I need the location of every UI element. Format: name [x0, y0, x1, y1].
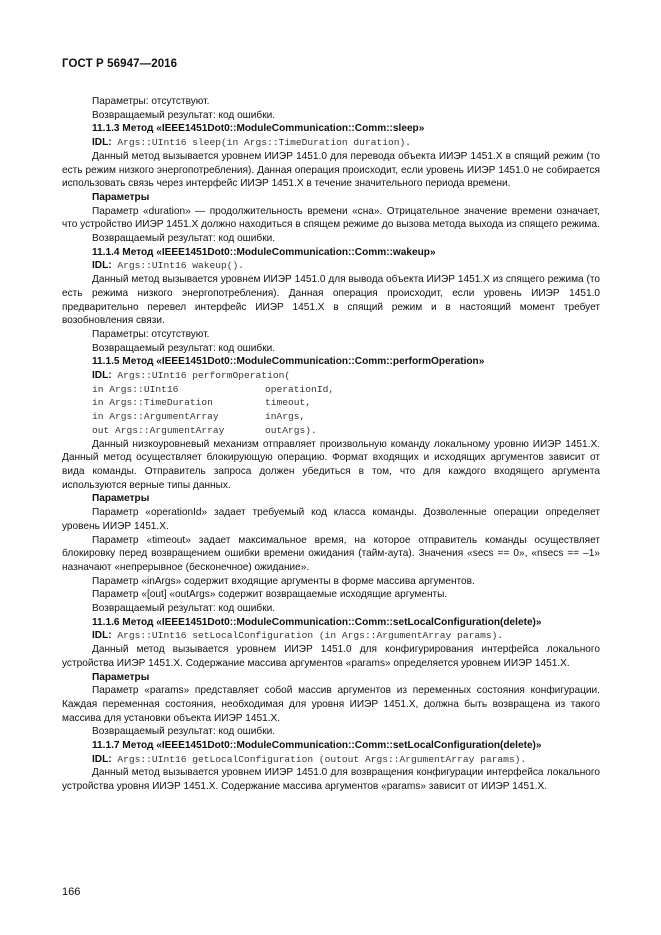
- paragraph: Возвращаемый результат: код ошибки.: [92, 603, 276, 615]
- idl-signature: [62, 753, 600, 767]
- subheading: Параметры: [92, 191, 150, 203]
- paragraph: Возвращаемый результат: код ошибки.: [92, 109, 276, 121]
- idl-code: Args::UInt16 getLocalConfiguration (outout Args::ArgumentArray params).: [111, 753, 527, 765]
- section-heading: 11.1.5 Метод «IEEE1451Dot0::ModuleCommunication::Comm::performOperation»: [92, 356, 485, 368]
- paragraph: Данный низкоуровневый механизм отправляет произвольную команду локальному уровню ИИЭР 1451.X. Данный метод осуществляет блокирующую операцию. Формат входящих и исходящих аргументов зависит от вида команды. Отправитель запроса должен убедиться в том, что для каждого входящего аргумента используются верные типы данных.: [62, 438, 600, 491]
- idl-label: IDL:: [92, 753, 112, 765]
- page-number: 166: [62, 886, 81, 898]
- idl-argument-row: [92, 410, 600, 424]
- idl-label: IDL:: [92, 370, 112, 382]
- subheading: Параметры: [92, 493, 150, 505]
- paragraph: Параметры: отсутствуют.: [92, 96, 210, 107]
- paragraph: Данный метод вызывается уровнем ИИЭР 1451.0 для возвращения конфигурации интерфейса локального устройства уровня ИИЭР 1451.X. Содержание массива аргументов «params» зависит от ИИЭР 1451.X.: [62, 767, 600, 793]
- section-heading: 11.1.7 Метод «IEEE1451Dot0::ModuleCommunication::Comm::setLocalConfiguration(delete)»: [92, 740, 542, 752]
- argument-type: in Args::ArgumentArray: [92, 411, 219, 423]
- paragraph: Данный метод вызывается уровнем ИИЭР 1451.0 для вывода объекта ИИЭР 1451.X из спящего режима (то есть режима низкого энергопотребления). Данная операция происходит, если уровень ИИЭР 1451.0 предварительно перевел интерфейс ИИЭР 1451.X в спящий режим и в настоящий момент требует возобновления связи.: [62, 274, 600, 327]
- paragraph: Возвращаемый результат: код ошибки.: [92, 342, 276, 354]
- idl-signature: [62, 259, 600, 273]
- argument-type: in Args::UInt16: [92, 383, 179, 395]
- paragraph: Возвращаемый результат: код ошибки.: [92, 726, 276, 738]
- paragraph: Данный метод вызывается уровнем ИИЭР 1451.0 для перевода объекта ИИЭР 1451.X в спящий режим (то есть режим низкого энергопотребления). Данная операция происходит, если уровень ИИЭР 1451.0 не собирается использовать связь через интерфейс ИИЭР 1451.X в течение значительного периода времени.: [62, 150, 600, 190]
- argument-type: in Args::TimeDuration: [92, 397, 213, 409]
- idl-arguments: [62, 383, 600, 438]
- section-heading: 11.1.4 Метод «IEEE1451Dot0::ModuleCommunication::Comm::wakeup»: [92, 246, 436, 258]
- section-heading: 11.1.6 Метод «IEEE1451Dot0::ModuleCommunication::Comm::setLocalConfiguration(delete)»: [92, 616, 542, 628]
- paragraph: Параметр «operationId» задает требуемый код класса команды. Дозволенные операции определяет уровень ИИЭР 1451.X.: [62, 507, 600, 532]
- idl-label: IDL:: [92, 137, 112, 149]
- idl-code: Args::UInt16 setLocalConfiguration (in Args::ArgumentArray params).: [111, 630, 504, 642]
- idl-signature: [62, 369, 600, 383]
- idl-argument-row: [92, 396, 600, 410]
- idl-argument-row: [92, 383, 600, 397]
- idl-code: Args::UInt16 sleep(in Args::TimeDuration duration).: [111, 137, 411, 149]
- idl-code: Args::UInt16 wakeup().: [111, 260, 245, 272]
- section-heading: 11.1.3 Метод «IEEE1451Dot0::ModuleCommunication::Comm::sleep»: [92, 123, 425, 135]
- idl-label: IDL:: [92, 630, 112, 642]
- argument-name: inArgs,: [265, 411, 306, 423]
- paragraph: Параметр «[out] «outArgs» содержит возвращаемые исходящие аргументы.: [92, 589, 448, 601]
- argument-name: outArgs).: [265, 424, 317, 436]
- argument-type: out Args::ArgumentArray: [92, 424, 225, 436]
- paragraph: Параметр «duration» — продолжительность времени «сна». Отрицательное значение времени означает, что устройство ИИЭР 1451.X должно находиться в спящем режиме до вызова метода выхода из спящего режима.: [62, 205, 600, 231]
- paragraph: Параметр «params» представляет собой массив аргументов из переменных состояния конфигурации. Каждая переменная состояния, необходимая для уровня ИИЭР 1451.X, должна быть возвращена из такого массива для установки объекта ИИЭР 1451.X.: [62, 685, 600, 724]
- idl-signature: [62, 629, 600, 643]
- paragraph: Данный метод вызывается уровнем ИИЭР 1451.0 для конфигурирования интерфейса локального устройства ИИЭР 1451.X. Содержание массива аргументов «params» определяется уровнем ИИЭР 1451.X.: [62, 644, 600, 669]
- paragraph: Параметры: отсутствуют.: [92, 328, 210, 340]
- paragraph: Возвращаемый результат: код ошибки.: [92, 233, 276, 245]
- idl-argument-row: [92, 424, 600, 438]
- idl-label: IDL:: [92, 260, 112, 272]
- idl-code: Args::UInt16 performOperation(: [111, 370, 291, 382]
- document-body: [62, 95, 600, 794]
- idl-signature: [62, 136, 600, 150]
- paragraph: Параметр «inArgs» содержит входящие аргументы в форме массива аргументов.: [92, 575, 475, 587]
- argument-name: timeout,: [265, 397, 312, 409]
- subheading: Параметры: [92, 671, 150, 683]
- argument-name: operationId,: [265, 383, 335, 395]
- paragraph: Параметр «timeout» задает максимальное время, на которое отправитель команды осуществляет блокировку перед возвращением ошибки времени ожидания (тайм-аута). Значения «secs == 0», «nsecs == –1» назначают «непрерывное (бесконечное) ожидание».: [62, 534, 600, 573]
- document-header: ГОСТ Р 56947—2016: [62, 58, 178, 70]
